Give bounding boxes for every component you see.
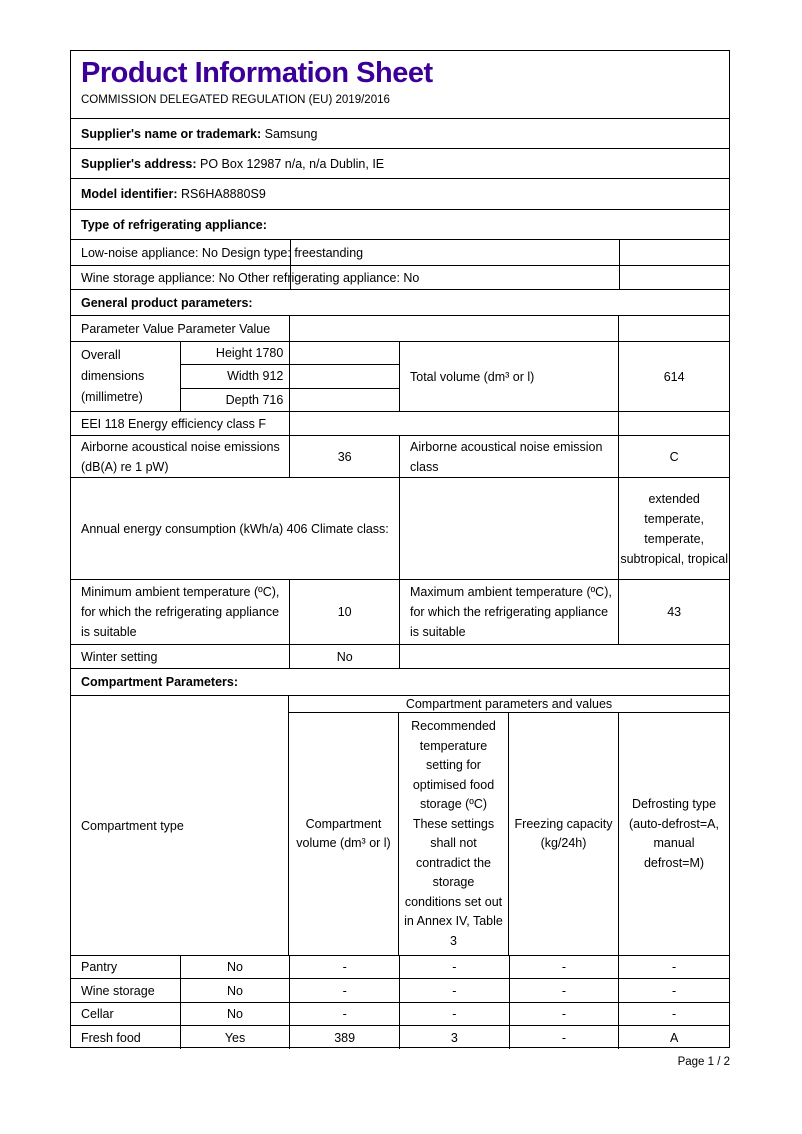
compartment-freezing-cell: -: [510, 979, 620, 1002]
dimension-width: Width 912: [181, 365, 290, 388]
supplier-name-value: Samsung: [264, 126, 318, 141]
dimensions-empty-cell-1: [290, 342, 399, 365]
compartment-present-cell: Yes: [181, 1026, 291, 1049]
wine-storage-appliance-cell: [71, 266, 420, 289]
dimensions-values-column: [181, 342, 291, 411]
dimension-depth: Depth 716: [225, 392, 284, 407]
type-heading: Type of refrigerating appliance:: [81, 217, 267, 232]
compartment-temp-cell: -: [400, 979, 510, 1002]
supplier-address-label: Supplier's address:: [81, 156, 197, 171]
general-heading-row: [71, 290, 729, 316]
eei-spacer-1: [290, 412, 619, 435]
product-information-sheet: [70, 50, 730, 1048]
energy-consumption-label: [71, 478, 400, 579]
parameter-header-text: Parameter Value Parameter Value: [81, 321, 271, 336]
compartment-defrost-cell: -: [672, 960, 677, 974]
energy-spacer: [400, 478, 619, 579]
max-ambient-label: Maximum ambient temperature (ºC), for which the refrigerating appliance is suitable: [400, 580, 619, 644]
compartment-freezing-cell: -: [510, 1003, 620, 1025]
noise-class-value: C: [669, 449, 679, 464]
compartment-present-cell: No: [181, 979, 291, 1002]
supplier-address-cell: [71, 149, 384, 178]
page-title: Product Information Sheet: [81, 57, 433, 89]
table-row-cellar: [71, 1003, 729, 1026]
model-identifier-label: Model identifier:: [81, 187, 178, 201]
regulation-subtitle: COMMISSION DELEGATED REGULATION (EU) 2019/2016: [81, 94, 390, 106]
compartment-volume-cell: -: [290, 1003, 400, 1025]
compartment-header-columns: [289, 713, 729, 955]
table-row-fresh-food: [71, 1026, 729, 1049]
parameter-header-row: [71, 316, 729, 342]
defrosting-type-header: Defrosting type (auto-defrost=A, manual defrost=M): [629, 797, 719, 870]
low-noise-spacer-1: [291, 240, 620, 265]
general-heading: General product parameters:: [81, 295, 253, 310]
model-identifier-row: [71, 179, 729, 210]
low-noise-text: Low-noise appliance: No Design type: freestanding: [81, 245, 364, 260]
page-number: Page 1 / 2: [677, 1056, 730, 1068]
low-noise-cell: [71, 240, 364, 265]
model-identifier-value: RS6HA8880S9: [181, 187, 266, 201]
winter-setting-label: Winter setting: [71, 645, 290, 668]
energy-consumption-text: Annual energy consumption (kWh/a) 406 Climate class:: [81, 521, 389, 536]
eei-cell: [71, 412, 290, 435]
low-noise-spacer-2: [620, 240, 730, 265]
title-block: [71, 51, 729, 119]
compartment-type-cell: Pantry: [71, 956, 181, 978]
eei-text: EEI 118 Energy efficiency class F: [81, 416, 267, 431]
winter-setting-value: No: [290, 645, 400, 668]
compartment-volume-cell: -: [290, 979, 400, 1002]
eei-row: [71, 412, 729, 436]
compartment-volume-cell: -: [290, 956, 400, 978]
parameter-header-cell: [71, 316, 290, 341]
compartment-temp-cell: -: [400, 956, 510, 978]
wine-row-spacer-1: [291, 266, 620, 289]
table-row-wine-storage: [71, 979, 729, 1003]
freezing-capacity-header: Freezing capacity (kg/24h): [509, 713, 619, 955]
supplier-name-cell: [71, 119, 317, 148]
table-row-pantry: [71, 956, 729, 979]
noise-emissions-value: 36: [290, 436, 400, 477]
compartment-temp-cell: -: [400, 1003, 510, 1025]
supplier-address-value: PO Box 12987 n/a, n/a Dublin, IE: [200, 156, 385, 171]
compartment-type-header: Compartment type: [71, 696, 289, 955]
recommended-temperature-header: Recommended temperature setting for optimised food storage (ºC) These settings shall not contradict the storage conditions set out in Annex IV, Table 3: [399, 713, 509, 955]
wine-row-spacer-2: [620, 266, 730, 289]
compartment-freezing-cell: -: [510, 1026, 620, 1049]
dimensions-empty-column: [290, 342, 400, 411]
min-ambient-label: Minimum ambient temperature (ºC), for which the refrigerating appliance is suitable: [71, 580, 290, 644]
parameter-header-spacer-2: [619, 316, 729, 341]
compartment-defrost-cell: -: [672, 983, 677, 998]
compartment-defrost-cell: -: [672, 1007, 677, 1021]
compartment-defrost-cell: A: [669, 1030, 679, 1045]
eei-spacer-2: [619, 412, 729, 435]
compartment-heading: Compartment Parameters:: [81, 675, 238, 689]
total-volume-value: 614: [663, 369, 685, 384]
model-identifier-cell: [71, 179, 266, 209]
dimension-height: Height 1780: [181, 342, 290, 365]
noise-emissions-label: Airborne acoustical noise emissions (dB(A) re 1 pW): [71, 436, 290, 477]
compartment-present-cell: No: [181, 956, 291, 978]
max-ambient-value: 43: [667, 605, 682, 619]
compartment-temp-cell: 3: [400, 1026, 510, 1049]
ambient-temperature-row: [71, 580, 729, 645]
parameter-header-spacer-1: [290, 316, 619, 341]
total-volume-label: Total volume (dm³ or l): [400, 342, 619, 411]
min-ambient-value: 10: [290, 580, 400, 644]
compartment-freezing-cell: -: [510, 956, 620, 978]
wine-storage-appliance-row: [71, 266, 729, 290]
compartment-type-cell: Cellar: [71, 1003, 181, 1025]
dimensions-empty-cell-2: [290, 365, 399, 388]
type-heading-row: [71, 210, 729, 240]
noise-class-label: Airborne acoustical noise emission class: [400, 436, 619, 477]
compartment-header-right: [289, 696, 729, 955]
compartment-header-row: [71, 696, 729, 956]
low-noise-row: [71, 240, 729, 266]
compartment-type-cell: Fresh food: [71, 1026, 181, 1049]
supplier-address-row: [71, 149, 729, 179]
wine-storage-appliance-text: Wine storage appliance: No Other refrigerating appliance: No: [81, 270, 420, 285]
energy-row: [71, 478, 729, 580]
winter-setting-spacer: [400, 645, 729, 668]
compartment-type-cell: Wine storage: [71, 979, 181, 1002]
compartment-params-header: Compartment parameters and values: [289, 696, 729, 713]
dimensions-label: Overall dimensions (millimetre): [71, 342, 181, 411]
winter-setting-row: [71, 645, 729, 669]
supplier-name-row: [71, 119, 729, 149]
dimensions-row: [71, 342, 729, 412]
compartment-volume-header: Compartment volume (dm³ or l): [289, 713, 399, 955]
dimensions-empty-cell-3: [290, 389, 399, 411]
compartment-heading-row: [71, 669, 729, 696]
noise-row: [71, 436, 729, 478]
climate-class-value: extended temperate, temperate, subtropical, tropical: [620, 491, 729, 566]
compartment-present-cell: No: [181, 1003, 291, 1025]
compartment-volume-cell: 389: [290, 1026, 400, 1049]
supplier-name-label: Supplier's name or trademark:: [81, 126, 262, 141]
